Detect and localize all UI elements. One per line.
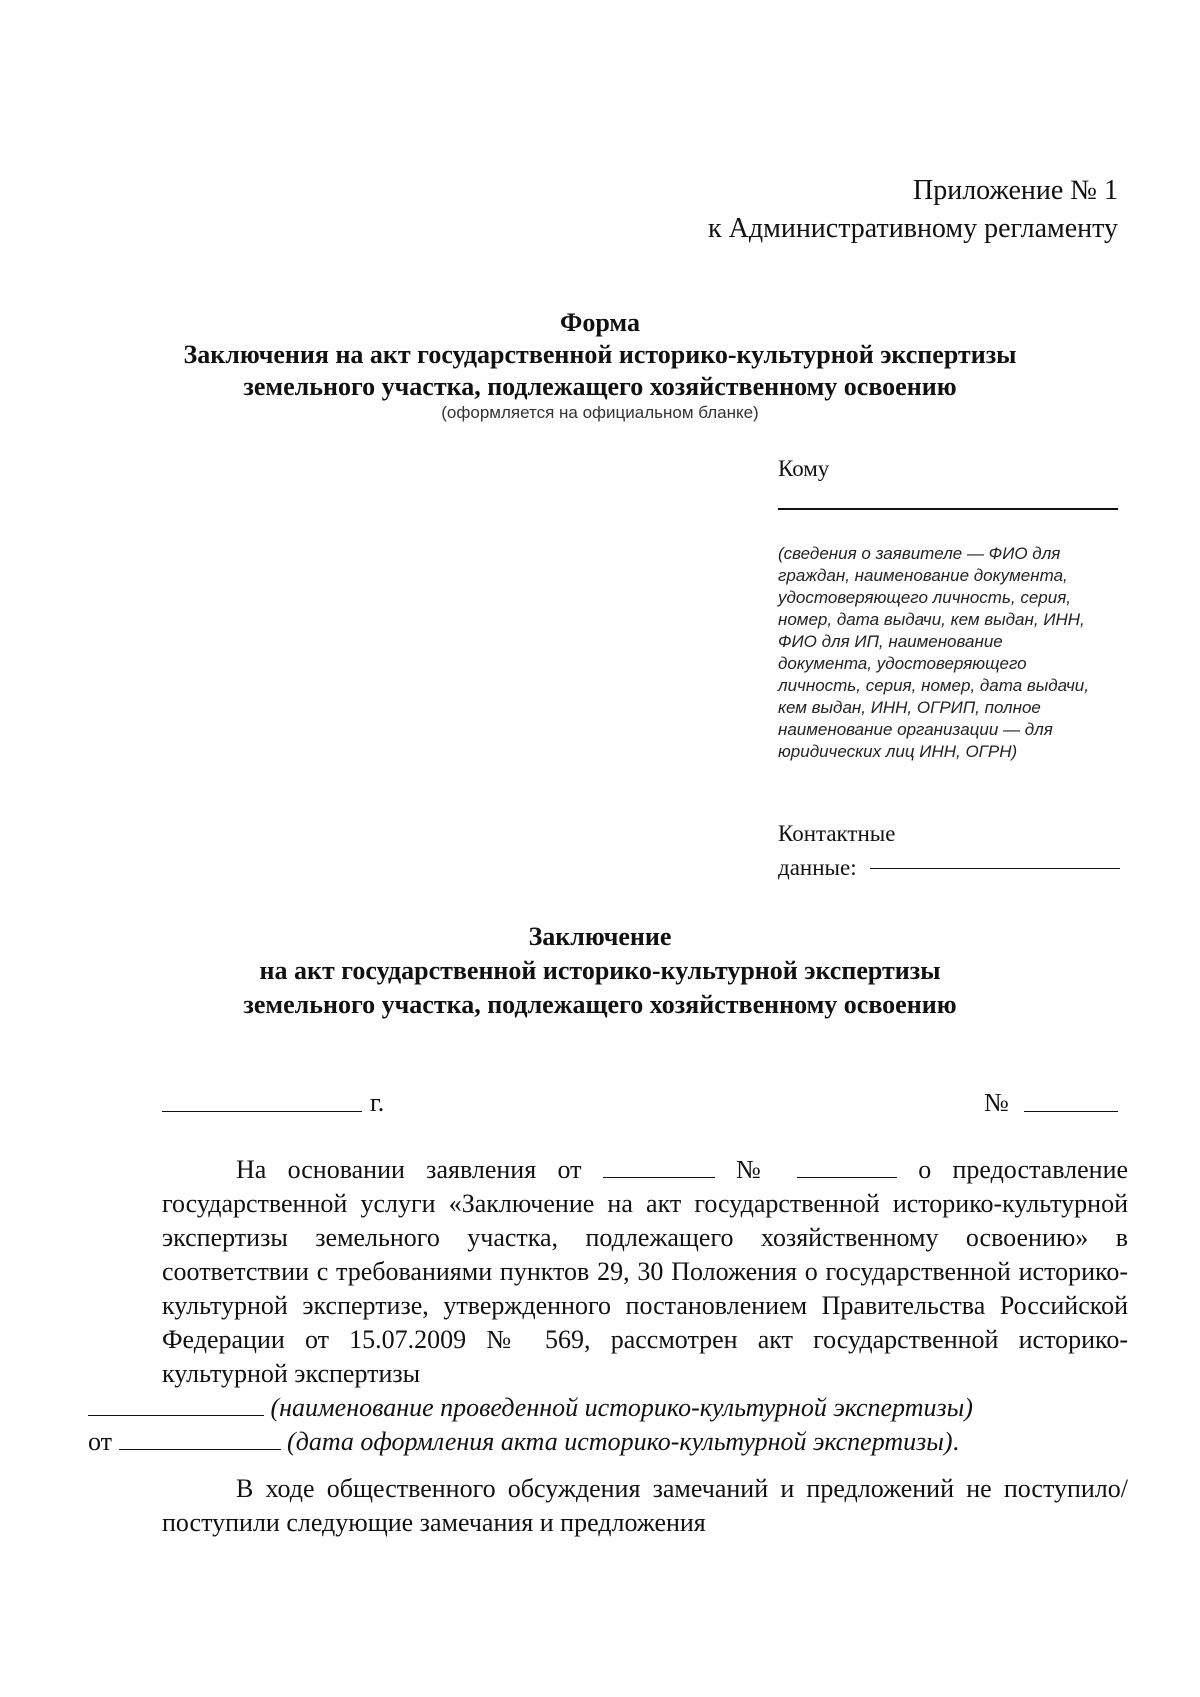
paragraph-basis-intro: На основании заявления от bbox=[236, 1155, 582, 1184]
conclusion-title-line1: Заключение bbox=[528, 922, 672, 951]
number-sign: № bbox=[984, 1088, 1009, 1117]
recipient-blank-line[interactable] bbox=[778, 508, 1118, 510]
paragraph-basis bbox=[88, 1153, 1129, 1459]
appendix-header bbox=[708, 172, 1118, 248]
applicant-info-hint: (сведения о заявителе — ФИО для граждан, наименование документа, удостоверяющего личность, серия, номер, дата выдачи, кем выдан, ИНН, ФИО для ИП, наименование документа, удостоверяющего личность, серия, номер, дата выдачи, кем выдан, ИНН, ОГРИП, полное наименование организации — для юридических лиц ИНН, ОГРН) bbox=[778, 544, 1089, 761]
form-title-line1: Форма bbox=[560, 308, 640, 337]
contact-label bbox=[778, 817, 895, 885]
form-title-line2: Заключения на акт государственной историко-культурной экспертизы bbox=[183, 340, 1017, 369]
contact-blank-line[interactable] bbox=[870, 868, 1120, 869]
recipient-label: Кому bbox=[778, 456, 830, 481]
paragraph-discussion bbox=[162, 1472, 1128, 1540]
contact-label-line1: Контактные bbox=[778, 821, 896, 846]
appendix-number: Приложение № 1 bbox=[913, 175, 1118, 206]
application-date-blank[interactable] bbox=[603, 1155, 715, 1178]
form-title-line3: земельного участка, подлежащего хозяйственному освоению bbox=[243, 372, 957, 401]
contact-label-line2: данные: bbox=[778, 855, 857, 880]
application-number-sign: № bbox=[736, 1155, 776, 1184]
form-title bbox=[0, 307, 1200, 403]
paragraph-discussion-text: В ходе общественного обсуждения замечаний и предложений не поступило/ поступили следующие замечания и предложения bbox=[162, 1474, 1128, 1537]
expertise-date-hint: (дата оформления акта историко-культурной экспертизы) bbox=[287, 1427, 953, 1456]
from-word: от bbox=[88, 1427, 113, 1456]
number-blank-line[interactable] bbox=[1024, 1111, 1118, 1112]
conclusion-title bbox=[0, 920, 1200, 1022]
application-number-blank[interactable] bbox=[797, 1155, 897, 1178]
conclusion-title-line2: на акт государственной историко-культурной экспертизы bbox=[259, 956, 941, 985]
expertise-name-blank[interactable] bbox=[88, 1393, 264, 1416]
year-suffix: г. bbox=[370, 1088, 385, 1117]
date-blank-line[interactable] bbox=[162, 1111, 362, 1112]
expertise-name-hint: (наименование проведенной историко-культурной экспертизы) bbox=[270, 1393, 973, 1422]
paragraph-basis-period: . bbox=[952, 1427, 960, 1456]
form-note: (оформляется на официальном бланке) bbox=[441, 403, 759, 422]
conclusion-title-line3: земельного участка, подлежащего хозяйственному освоению bbox=[243, 990, 957, 1019]
appendix-reference: к Административному регламенту bbox=[708, 213, 1118, 244]
expertise-date-blank[interactable] bbox=[119, 1427, 281, 1450]
paragraph-basis-body: о предоставление государственной услуги «Заключение на акт государственной историко-культурной экспертизы земельного участка, подлежащего хозяйственному освоению» в соответствии с требованиями пунктов 29, 30 Положения о государственной историко-культурной экспертизе, утвержденного постановлением Правительства Российской Федерации от 15.07.2009 № 569, рассмотрен акт государственной историко- культурной экспертизы bbox=[162, 1155, 1129, 1388]
